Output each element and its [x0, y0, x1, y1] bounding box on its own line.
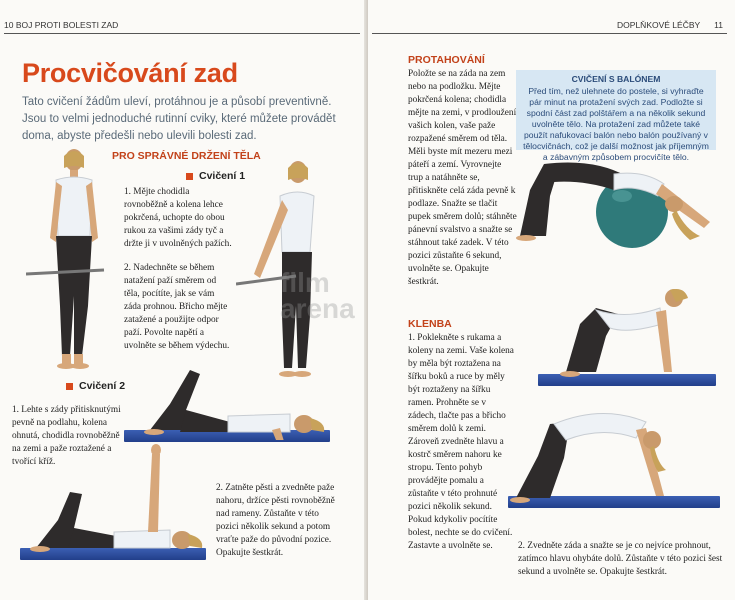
- exercise1-step2: 2. Nadechněte se během natažení paží směrem od těla, pocítíte, jak se vám záda prohnou. Břicho mějte zatažené a použijte odpor paží. Povolte napětí a uvolněte se během výdechu.: [124, 263, 230, 351]
- exercise2-step1: 1. Lehte s zády přitisknutými pevně na podlahu, kolena ohnutá, chodidla rovnoběžně na zemi a paže roztažené a tvořící kříž.: [12, 405, 121, 467]
- arch-head: KLENBA: [408, 318, 452, 330]
- stretch-head: PROTAHOVÁNÍ: [408, 54, 485, 66]
- standing-figure-front: [26, 146, 116, 374]
- head-rule-left: [4, 33, 360, 34]
- running-head-right: [617, 20, 723, 30]
- arch-step1: 1. Poklekněte s rukama a koleny na zemi. Vaše kolena by měla být roztažena na šířku boků a ruce by měly být roztaženy na šířku ramen. Prohněte se v zádech, tlačte pas a břicho směrem dolů k zemi. Zároveň zvedněte hlavu a kostrč směrem nahoru ke stropu. Tento pohyb provádějte pomalu a zůstaňte v této prohnuté pozici několik sekund. Pokud kdykoliv pocítíte bolest, nechte se do cvičení. Zastavte a uvolněte se.: [408, 333, 514, 551]
- lying-figure-arms-out: [140, 364, 330, 440]
- exercise1-step1: 1. Mějte chodidla rovnoběžně a kolena lehce pokrčená, uchopte do obou rukou za vašimi zády tyč a držte ji v uvolněných pažích.: [124, 187, 232, 249]
- right-page: [368, 0, 735, 600]
- section-head-posture: PRO SPRÁVNÉ DRŽENÍ TĚLA: [112, 150, 261, 162]
- running-head-left: 10 BOJ PROTI BOLESTI ZAD: [4, 20, 119, 30]
- page-number: 11: [714, 20, 723, 30]
- watermark-text: film arena: [280, 267, 355, 324]
- square-bullet-icon: [186, 173, 193, 180]
- lying-figure-arms-up: [30, 436, 210, 556]
- square-bullet-icon: [66, 383, 73, 390]
- exercise2-label: Cvičení 2: [66, 380, 125, 392]
- stretch-text: Položte se na záda na zem nebo na podložku. Mějte pokrčená kolena; chodidla mějte na zemi, v prodloužení vašich kolen, vaše paže rozpažené směrem od těla. Měli byste mít mezeru mezi páteří a zemí. Vyrovnejte trup a natáhněte se, přitiskněte celá záda pevně k podlaze. Snažte se tlačit pupek směrem dolů; stáhněte pánevní svalstvo a snažte se stáhnout také zadek. V této pozici zůstaňte 6 sekund, uvolněte se. Opakujte šestkrát.: [408, 69, 517, 287]
- intro-text: Tato cvičení žádům uleví, protáhnou je a působí preventivně. Jsou to velmi jednoduché rutinní cviky, které můžete provádět doma, abyste předešli nebo ulevili bolesti zad.: [22, 96, 336, 142]
- ball-box-title: CVIČENÍ S BALÓNEM: [571, 74, 661, 84]
- head-rule-right: [372, 33, 727, 34]
- exercise2-step2: 2. Zatněte pěsti a zvedněte paže nahoru, držíce pěsti rovnoběžně nad rameny. Zůstaňte v této pozici několik sekund a potom vraťte paže do původní pozice. Opakujte šestkrát.: [216, 483, 335, 558]
- ball-exercise-box: [516, 70, 716, 162]
- page-title: Procvičování zad: [22, 58, 238, 88]
- running-head-label: DOPLŇKOVÉ LÉČBY: [617, 20, 701, 30]
- exercise1-label: Cvičení 1: [186, 170, 245, 182]
- arch-figure-back-up: [506, 400, 721, 504]
- ball-stretch-figure: [514, 150, 729, 250]
- arch-step2: 2. Zvedněte záda a snažte se je co nejvíce prohnout, zatímco hlavu ohybáte dolů. Zůstaňte v této pozici šest sekund a uvolněte se. Opakujte šestkrát.: [518, 541, 723, 577]
- ball-box-text: Před tím, než ulehnete do postele, si vyhraďte pár minut na protažení svých zad. Podložte si spodní část zad polštářem a na několik sekund uvolněte tělo. Na protažení zad můžete také použít nafukovací balón nebo balón používaný v tělocvičnách, což je další možnost jak příjemným a zábavným způsobem procvičíte tělo.: [523, 86, 709, 162]
- arch-figure-head-up: [556, 284, 726, 378]
